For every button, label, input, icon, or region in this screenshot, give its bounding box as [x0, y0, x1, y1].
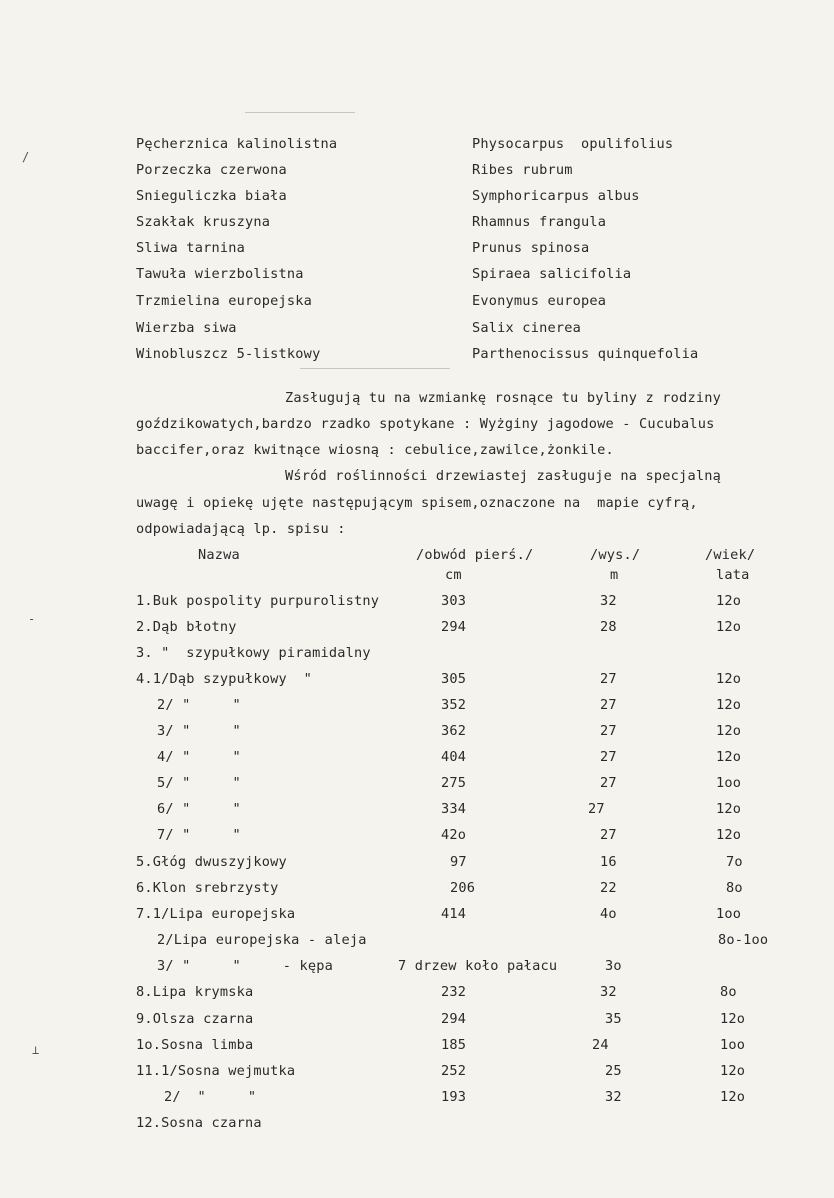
tree-name: 4.1/Dąb szypułkowy ": [136, 671, 313, 687]
tree-name: 4/ " ": [157, 749, 241, 765]
column-header-age: /wiek/: [705, 547, 756, 563]
tree-age: 8o-1oo: [718, 932, 769, 948]
tree-name: 5/ " ": [157, 775, 241, 791]
tree-name: 3. " szypułkowy piramidalny: [136, 645, 371, 661]
tree-age: 12o: [716, 801, 742, 817]
tree-name: 7.1/Lipa europejska: [136, 906, 296, 922]
column-header-girth-unit: cm: [445, 567, 462, 583]
tree-age: 12o: [720, 1063, 746, 1079]
tree-age: 8o: [720, 984, 737, 1000]
tree-girth: 206: [450, 880, 476, 896]
tree-girth: 193: [441, 1089, 467, 1105]
column-header-height: /wys./: [590, 547, 641, 563]
tree-height: 35: [605, 1011, 622, 1027]
shrub-polish-name: Tawuła wierzbolistna: [136, 266, 304, 282]
tree-height: 27: [600, 749, 617, 765]
tree-height: 27: [600, 723, 617, 739]
tree-girth: 232: [441, 984, 467, 1000]
tree-girth: 414: [441, 906, 467, 922]
tree-height: 32: [600, 593, 617, 609]
faint-rule: [300, 368, 450, 369]
tree-name: 7/ " ": [157, 827, 241, 843]
tree-name: 9.Olsza czarna: [136, 1011, 254, 1027]
tree-name: 1o.Sosna limba: [136, 1037, 254, 1053]
tree-age: 12o: [716, 827, 742, 843]
tree-girth: 334: [441, 801, 467, 817]
shrub-polish-name: Szakłak kruszyna: [136, 214, 271, 230]
shrub-polish-name: Sliwa tarnina: [136, 240, 245, 256]
margin-tick-mark: /: [22, 150, 30, 164]
tree-girth: 185: [441, 1037, 467, 1053]
faint-rule: [245, 112, 355, 113]
tree-height: 4o: [600, 906, 617, 922]
tree-age: 8o: [726, 880, 743, 896]
tree-height: 28: [600, 619, 617, 635]
tree-height: 3o: [605, 958, 622, 974]
tree-girth: 7 drzew koło pałacu: [398, 958, 558, 974]
tree-girth: 42o: [441, 827, 467, 843]
tree-height: 16: [600, 854, 617, 870]
tree-name: 6/ " ": [157, 801, 241, 817]
paragraph-line: odpowiadającą lp. spisu :: [136, 521, 346, 537]
margin-tick-mark: ⊥: [32, 1043, 40, 1057]
shrub-latin-name: Prunus spinosa: [472, 240, 590, 256]
tree-age: 12o: [720, 1089, 746, 1105]
tree-name: 12.Sosna czarna: [136, 1115, 262, 1131]
shrub-latin-name: Spiraea salicifolia: [472, 266, 632, 282]
tree-height: 24: [592, 1037, 609, 1053]
tree-age: 1oo: [716, 775, 742, 791]
paragraph-line: Wśród roślinności drzewiastej zasługuje na specjalną: [285, 468, 721, 484]
column-header-age-unit: lata: [716, 567, 750, 583]
tree-name: 1.Buk pospolity purpurolistny: [136, 593, 380, 609]
tree-girth: 275: [441, 775, 467, 791]
shrub-latin-name: Symphoricarpus albus: [472, 188, 640, 204]
tree-name: 6.Klon srebrzysty: [136, 880, 279, 896]
paragraph-line: uwagę i opiekę ujęte następującym spisem,oznaczone na mapie cyfrą,: [136, 495, 698, 511]
tree-name: 3/ " " - kępa: [157, 958, 334, 974]
tree-girth: 352: [441, 697, 467, 713]
tree-age: 1oo: [716, 906, 742, 922]
tree-name: 11.1/Sosna wejmutka: [136, 1063, 296, 1079]
tree-height: 32: [605, 1089, 622, 1105]
tree-age: 12o: [716, 749, 742, 765]
tree-girth: 404: [441, 749, 467, 765]
tree-height: 25: [605, 1063, 622, 1079]
shrub-polish-name: Wierzba siwa: [136, 320, 237, 336]
shrub-latin-name: Parthenocissus quinquefolia: [472, 346, 699, 362]
paragraph-line: baccifer,oraz kwitnące wiosną : cebulice,zawilce,żonkile.: [136, 442, 614, 458]
shrub-latin-name: Salix cinerea: [472, 320, 581, 336]
tree-name: 8.Lipa krymska: [136, 984, 254, 1000]
tree-height: 27: [588, 801, 605, 817]
column-header-height-unit: m: [610, 567, 619, 583]
tree-height: 22: [600, 880, 617, 896]
tree-name: 2/ " ": [157, 697, 241, 713]
tree-age: 12o: [720, 1011, 746, 1027]
tree-age: 12o: [716, 671, 742, 687]
margin-tick-mark: -: [28, 612, 36, 626]
tree-girth: 362: [441, 723, 467, 739]
tree-girth: 305: [441, 671, 467, 687]
shrub-polish-name: Trzmielina europejska: [136, 293, 313, 309]
tree-height: 27: [600, 671, 617, 687]
tree-height: 27: [600, 697, 617, 713]
tree-name: 2/ " ": [164, 1089, 257, 1105]
shrub-polish-name: Snieguliczka biała: [136, 188, 287, 204]
shrub-polish-name: Porzeczka czerwona: [136, 162, 287, 178]
tree-height: 32: [600, 984, 617, 1000]
shrub-polish-name: Pęcherznica kalinolistna: [136, 136, 338, 152]
shrub-latin-name: Physocarpus opulifolius: [472, 136, 674, 152]
tree-age: 7o: [726, 854, 743, 870]
tree-name: 5.Głóg dwuszyjkowy: [136, 854, 287, 870]
tree-age: 12o: [716, 593, 742, 609]
shrub-latin-name: Evonymus europea: [472, 293, 607, 309]
shrub-latin-name: Rhamnus frangula: [472, 214, 607, 230]
tree-age: 12o: [716, 723, 742, 739]
paragraph-line: Zasługują tu na wzmiankę rosnące tu byliny z rodziny: [285, 390, 721, 406]
tree-girth: 294: [441, 1011, 467, 1027]
tree-height: 27: [600, 775, 617, 791]
tree-girth: 252: [441, 1063, 467, 1079]
shrub-polish-name: Winobluszcz 5-listkowy: [136, 346, 321, 362]
tree-girth: 294: [441, 619, 467, 635]
tree-name: 2/Lipa europejska - aleja: [157, 932, 367, 948]
tree-height: 27: [600, 827, 617, 843]
tree-age: 12o: [716, 697, 742, 713]
column-header-girth: /obwód pierś./: [416, 547, 534, 563]
shrub-latin-name: Ribes rubrum: [472, 162, 573, 178]
paragraph-line: goździkowatych,bardzo rzadko spotykane : Wyżginy jagodowe - Cucubalus: [136, 416, 715, 432]
tree-age: 12o: [716, 619, 742, 635]
tree-age: 1oo: [720, 1037, 746, 1053]
tree-name: 3/ " ": [157, 723, 241, 739]
column-header-name: Nazwa: [198, 547, 240, 563]
tree-name: 2.Dąb błotny: [136, 619, 237, 635]
tree-girth: 97: [450, 854, 467, 870]
tree-girth: 303: [441, 593, 467, 609]
